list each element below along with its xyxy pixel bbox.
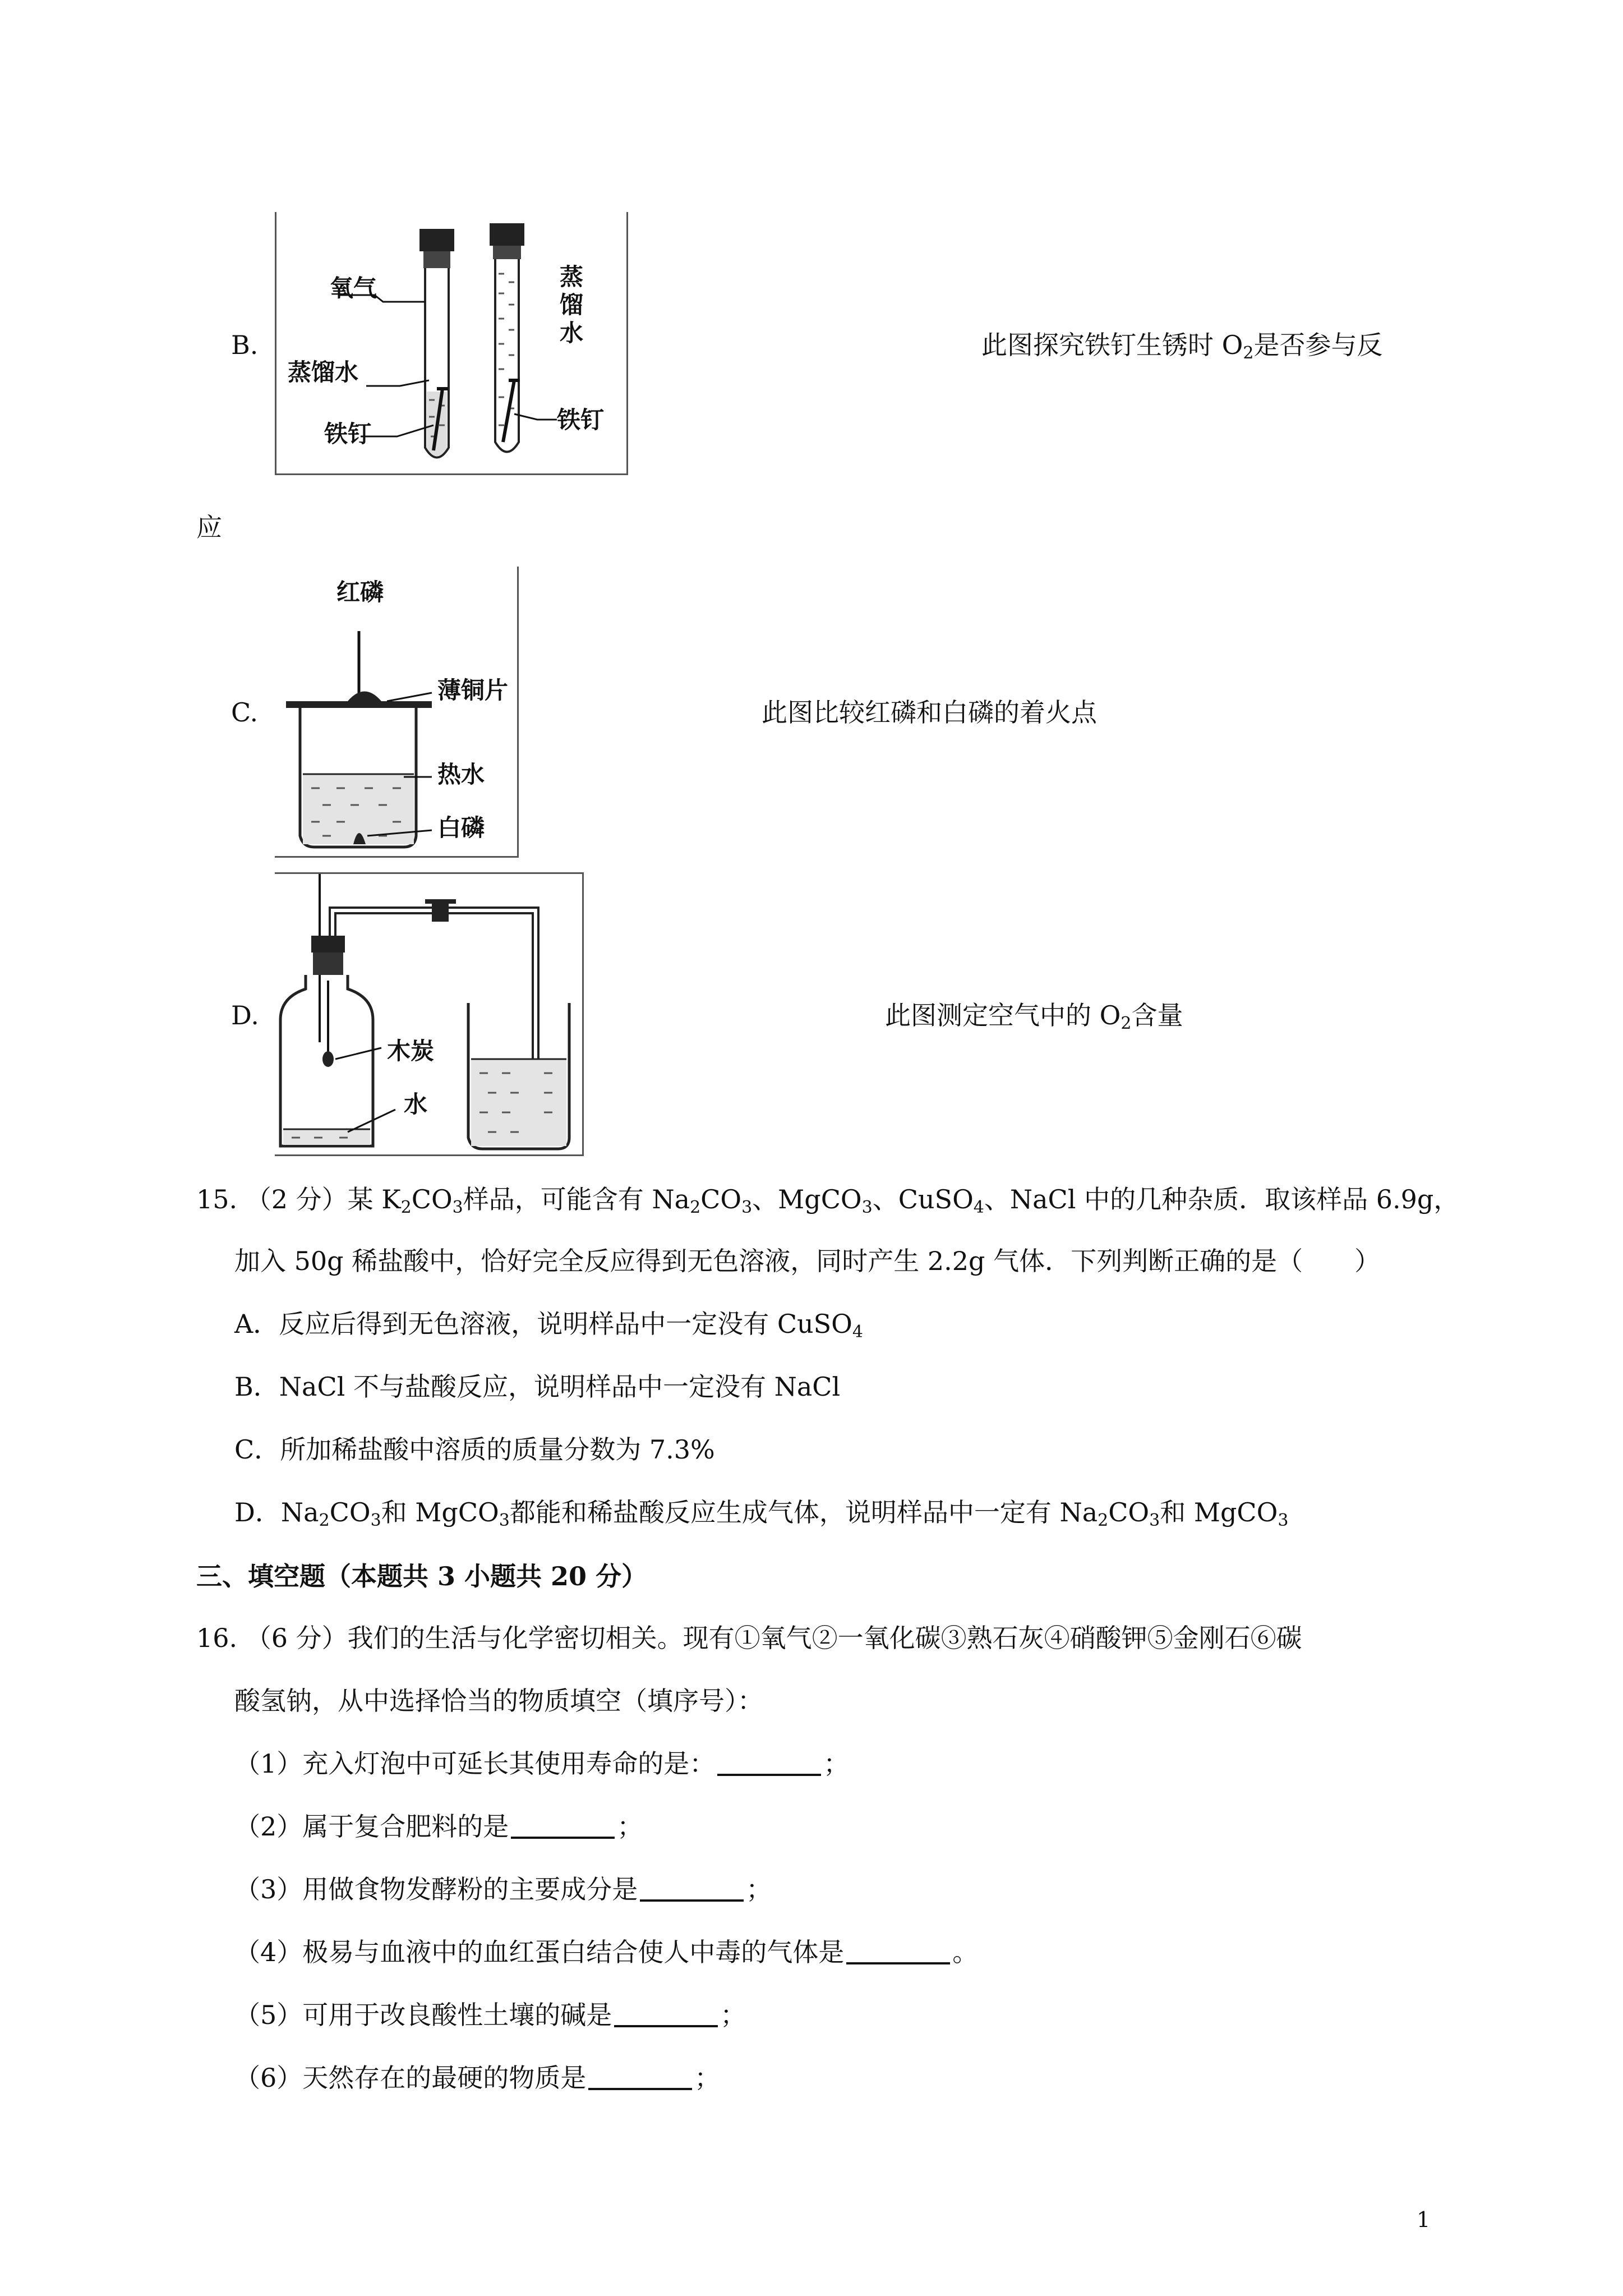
answer-blank-4[interactable] [846, 1940, 950, 1964]
answer-blank-2[interactable] [511, 1814, 615, 1839]
label-red-phosphorus: 红磷 [336, 578, 384, 606]
label-distilled-water-right-1: 蒸 [560, 263, 584, 291]
label-water: 水 [404, 1091, 428, 1118]
label-copper-sheet: 薄铜片 [437, 677, 509, 704]
q15-option-a: A．反应后得到无色溶液，说明样品中一定没有 CuSO$_4$ [234, 1309, 863, 1342]
answer-blank-5[interactable] [614, 2003, 718, 2027]
figure-b-rusting-test-tubes [275, 212, 628, 475]
option-b-description: 此图探究铁钉生锈时 $O_2$是否参与反 [981, 330, 1383, 363]
q15-option-c: C．所加稀盐酸中溶质的质量分数为 7.3% [234, 1434, 715, 1465]
figure-d-charcoal-apparatus [275, 872, 584, 1156]
q15-stem-line1: 15. （2 分）某 $K_2CO_3$样品，可能含有 $Na_2CO_3$、MgCO$_3$、CuSO$_4$、NaCl 中的几种杂质．取该样品 6.9g， [196, 1184, 1460, 1217]
q15-option-b: B．NaCl 不与盐酸反应，说明样品中一定没有 NaCl [234, 1372, 841, 1402]
figure-c-phosphorus-beaker [275, 567, 519, 858]
q16-stem-line2: 酸氢钠，从中选择恰当的物质填空（填序号）： [234, 1686, 763, 1716]
section-heading: 三、填空题（本题共 3 小题共 20 分） [196, 1561, 648, 1591]
option-b-description-wrap: 应 [196, 512, 222, 542]
label-oxygen: 氧气 [330, 274, 377, 302]
option-c-description: 此图比较红磷和白磷的着火点 [762, 697, 1097, 728]
answer-blank-1[interactable] [717, 1751, 821, 1776]
q16-item-1: （1）充入灯泡中可延长其使用寿命的是： ； [234, 1749, 850, 1779]
option-b-letter: B. [231, 330, 259, 360]
label-distilled-water-right-3: 水 [560, 319, 584, 347]
label-distilled-water-left: 蒸馏水 [288, 358, 359, 386]
label-distilled-water-right-2: 馏 [560, 291, 584, 319]
q15-stem-line2: 加入 50g 稀盐酸中，恰好完全反应得到无色溶液，同时产生 2.2g 气体．下列判断正确的是（ ） [234, 1246, 1381, 1276]
q16-item-4: （4）极易与血液中的血红蛋白结合使人中毒的气体是 。 [234, 1937, 979, 1967]
option-d-letter: D. [231, 1000, 259, 1030]
answer-blank-6[interactable] [588, 2065, 692, 2090]
page-number: 1 [1417, 2207, 1431, 2232]
answer-blank-3[interactable] [640, 1877, 744, 1902]
q16-item-5: （5）可用于改良酸性土壤的碱是 ； [234, 2000, 746, 2030]
option-d-description: 此图测定空气中的 $O_2$含量 [885, 1000, 1183, 1033]
q16-stem-line1: 16. （6 分）我们的生活与化学密切相关。现有①氧气②一氧化碳③熟石灰④硝酸钾⑤金刚石⑥碳 [196, 1623, 1302, 1653]
label-nail-left: 铁钉 [324, 420, 372, 448]
q15-option-d: D．$Na_2CO_3$和 MgCO$_3$都能和稀盐酸反应生成气体，说明样品中一定有 $Na_2CO_3$和 MgCO$_3$ [234, 1497, 1289, 1530]
q16-item-3: （3）用做食物发酵粉的主要成分是 ； [234, 1874, 772, 1904]
label-charcoal: 木炭 [387, 1037, 435, 1065]
label-hot-water: 热水 [437, 761, 485, 788]
label-nail-right: 铁钉 [557, 406, 605, 434]
q16-item-2: （2）属于复合肥料的是 ； [234, 1811, 643, 1842]
label-white-phosphorus: 白磷 [437, 814, 485, 841]
option-c-letter: C. [231, 697, 259, 728]
q16-item-6: （6）天然存在的最硬的物质是 ； [234, 2063, 721, 2093]
